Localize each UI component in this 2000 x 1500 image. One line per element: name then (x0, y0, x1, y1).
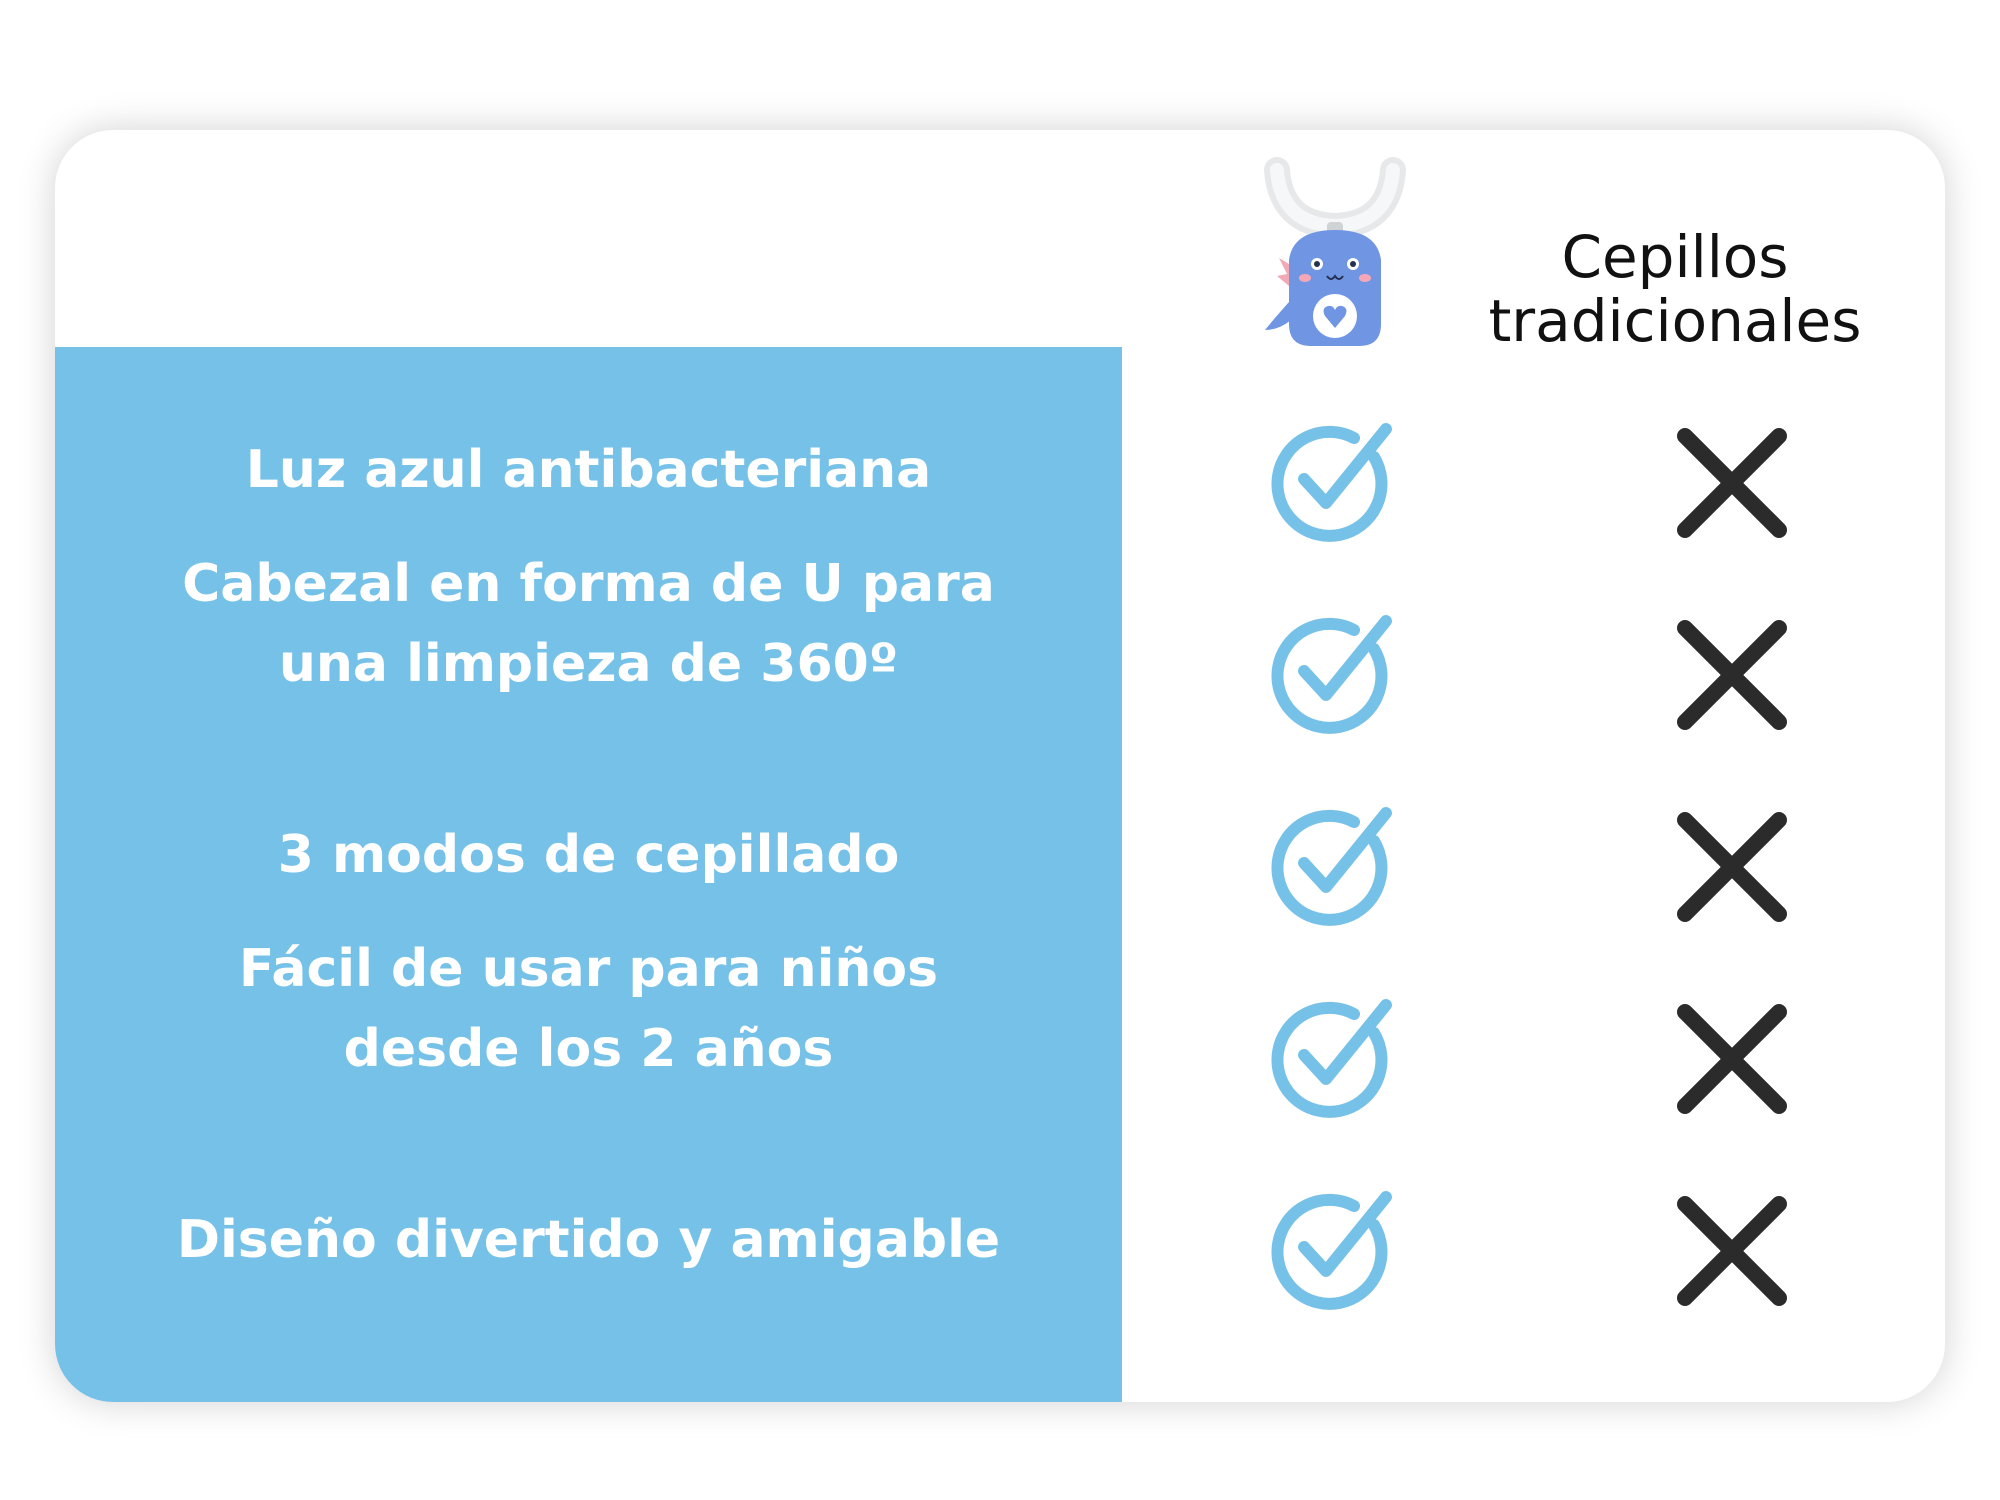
check-circle-icon (1270, 801, 1400, 931)
feature-label-5: Diseño divertido y amigable (176, 1210, 1001, 1270)
check-circle-icon (1270, 609, 1400, 739)
feature-label-4: Fácil de usar para niños desde los 2 años (238, 939, 939, 1079)
check-circle-icon (1270, 417, 1400, 547)
comparison-card (55, 130, 1945, 1402)
cross-icon (1675, 618, 1789, 732)
check-circle-icon (1270, 1185, 1400, 1315)
cross-icon (1675, 426, 1789, 540)
check-circle-icon (1270, 993, 1400, 1123)
cross-icon (1675, 810, 1789, 924)
cross-icon (1675, 1002, 1789, 1116)
feature-label-2: Cabezal en forma de U para una limpieza de 360º (182, 554, 995, 694)
feature-panel (55, 347, 1122, 1402)
toothbrush-product-image (1255, 152, 1415, 352)
feature-label-3: 3 modos de cepillado (277, 825, 900, 885)
cross-icon (1675, 1194, 1789, 1308)
competitor-column-header: Cepillos tradicionales (1488, 223, 1862, 355)
feature-label-1: Luz azul antibacteriana (245, 440, 932, 500)
